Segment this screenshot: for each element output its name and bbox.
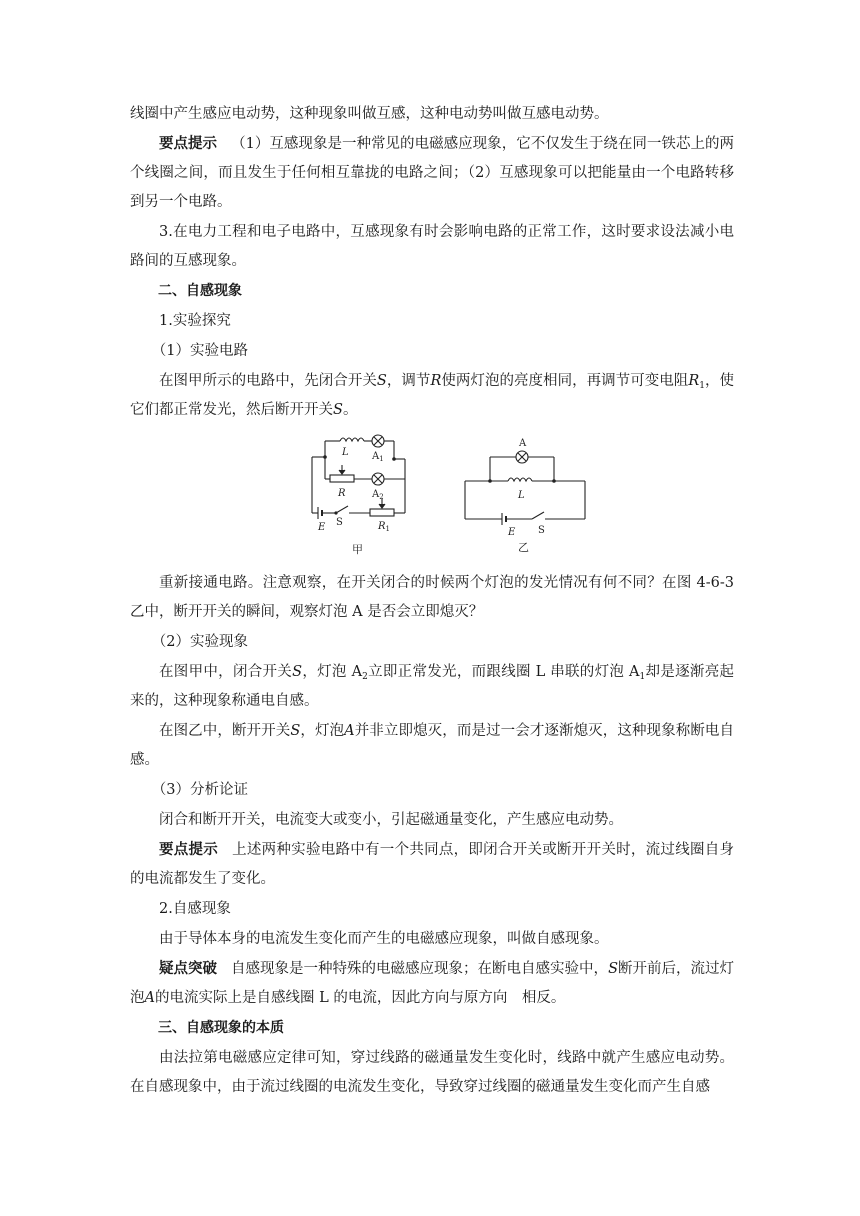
label-L: L xyxy=(342,447,349,458)
key-point-tip-2 xyxy=(130,836,734,894)
paragraph-essence: 由法拉第电磁感应定律可知，穿过线路的磁通量发生变化时，线路中就产生感应电动势。在自感现象中，由于流过线圈的电流发生变化，导致穿过线圈的磁通量发生变化而产生自感 xyxy=(130,1050,734,1095)
doubt-breakthrough-tip: 疑点突破 自感现象是一种特殊的电磁感应现象；在断电自感实验中，S断开前后，流过灯泡A的电流实际上是自感线圈 L 的电流，因此方向与原方向 相反。 xyxy=(130,961,735,1006)
label-A2: $A_2$ xyxy=(372,489,384,501)
key-point-tip-1 xyxy=(130,130,734,217)
document-page xyxy=(130,100,734,1103)
key-point-label: 要点提示 xyxy=(159,842,219,858)
circuit-diagram-jia xyxy=(300,429,430,563)
paragraph-deenergize-self-induction: 在图乙中，断开开关S，灯泡A并非立即熄灭，而是过一会才逐渐熄灭，这种现象称断电自感。 xyxy=(130,723,735,768)
key-point-text: （1）互感现象是一种常见的电磁感应现象，它不仅发生于绕在同一铁芯上的两个线圈之间，而且发生于任何相互靠拢的电路之间；（2）互感现象可以把能量由一个电路转移到另一个电路。 xyxy=(130,136,735,210)
section-heading-self-induction: 二、自感现象 xyxy=(158,283,242,299)
subheading-self-induction-phenomenon: 2.自感现象 xyxy=(159,901,231,917)
paragraph-observe: 重新接通电路。注意观察，在开关闭合的时候两个灯泡的发光情况有何不同？在图 4-6-3 乙中，断开开关的瞬间，观察灯泡 A 是否会立即熄灭？ xyxy=(130,575,734,620)
paragraph-circuit-procedure: 在图甲所示的电路中，先闭合开关S，调节R使两灯泡的亮度相同，再调节可变电阻$R_1$，使它们都正常发光，然后断开开关S。 xyxy=(130,373,735,418)
paragraph-self-induction-def: 由于导体本身的电流发生变化而产生的电磁感应现象，叫做自感现象。 xyxy=(159,931,609,947)
paragraph-mutual-induction-def: 线圈中产生感应电动势，这种现象叫做互感，这种电动势叫做互感电动势。 xyxy=(130,106,609,122)
subheading-phenomenon: （2）实验现象 xyxy=(151,634,248,650)
subheading-experiment: 1.实验探究 xyxy=(159,313,231,329)
subheading-circuit: （1）实验电路 xyxy=(151,343,248,359)
label-E: E xyxy=(508,527,516,538)
circuit-diagram-yi xyxy=(460,437,600,563)
figure-caption-yi: 乙 xyxy=(518,541,529,554)
key-point-label: 要点提示 xyxy=(159,136,218,152)
key-point-text: 上述两种实验电路中有一个共同点，即闭合开关或断开开关时，流过线圈自身的电流都发生了变化。 xyxy=(130,842,735,887)
paragraph-reduce-mutual: 3.在电力工程和电子电路中，互感现象有时会影响电路的正常工作，这时要求设法减小电路间的互感现象。 xyxy=(130,224,734,269)
paragraph-energize-self-induction: 在图甲中，闭合开关S，灯泡 $A_2$立即正常发光，而跟线圈 L 串联的灯泡 $A_1$却是逐渐亮起来的，这种现象称通电自感。 xyxy=(130,664,734,709)
label-A: A xyxy=(519,438,527,449)
label-S: S xyxy=(336,517,343,528)
doubt-breakthrough-label: 疑点突破 xyxy=(159,961,218,977)
label-R: R xyxy=(338,488,346,499)
circuit-figures xyxy=(130,429,734,563)
label-S: S xyxy=(538,525,545,536)
label-E: E xyxy=(318,522,326,533)
section-heading-essence: 三、自感现象的本质 xyxy=(158,1020,284,1036)
paragraph-analysis: 闭合和断开开关，电流变大或变小，引起磁通量变化，产生感应电动势。 xyxy=(159,812,623,828)
subheading-analysis: （3）分析论证 xyxy=(151,782,248,798)
label-A1: $A_1$ xyxy=(372,451,384,463)
label-L: L xyxy=(518,490,525,501)
figure-caption-jia: 甲 xyxy=(352,543,363,556)
label-R1: $R_1$ xyxy=(378,521,390,533)
